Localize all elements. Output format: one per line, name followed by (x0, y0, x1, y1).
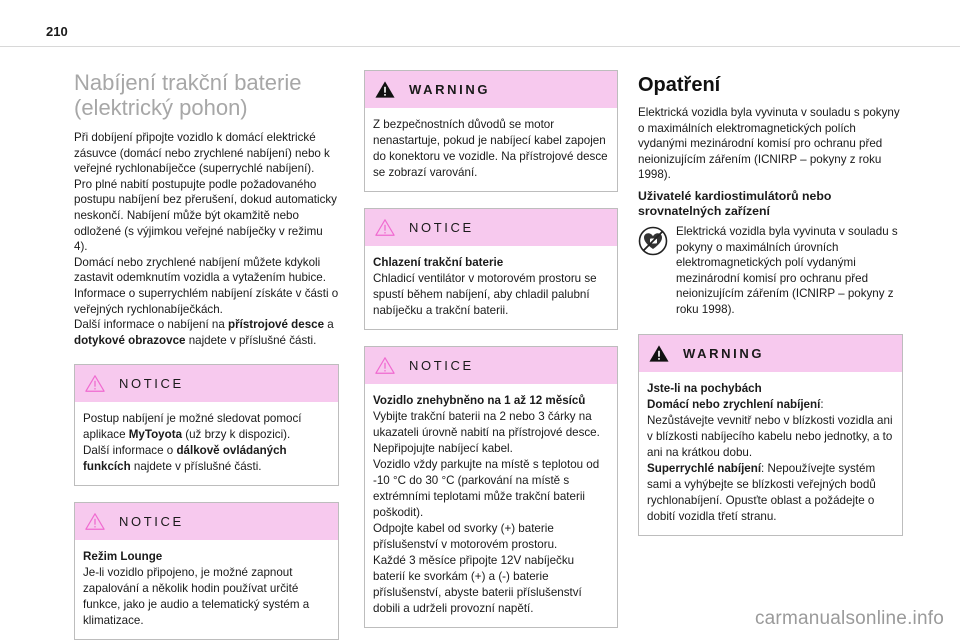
notice-label: NOTICE (119, 514, 184, 530)
column-left (74, 68, 339, 640)
notice-body (365, 246, 617, 329)
notice-header (365, 347, 617, 384)
warning-body: Z bezpečnostních důvodů se motor nenastartuje, pokud je nabíjecí kabel zapojen do konektoru ve vozidle. Na přístrojové desce se zobrazí varování. (373, 118, 608, 179)
notice-label: NOTICE (409, 358, 474, 373)
warning-header (365, 71, 617, 108)
notice-triangle-icon (375, 218, 395, 237)
paragraph-3: Domácí nebo zrychlené nabíjení můžete kdykoli zastavit odemknutím vozidla a vytažením hubice. (74, 255, 326, 285)
notice-body: Postup nabíjení je možné sledovat pomocí aplikace MyToyota (už brzy k dispozici). Další informace o dálkově ovládaných funkcích najdete v příslušné části. (83, 412, 302, 474)
warning-label: WARNING (683, 345, 765, 361)
paragraph-2: Pro plné nabití postupujte podle požadovaného postupu nabíjení bez přerušení, dokud automaticky neskončí. Nabíjení může být okamžitě nebo odložené (s výjimkou veřejné nabíječky v režimu 4). (74, 177, 337, 254)
page-number: 210 (46, 24, 68, 39)
precautions-intro: Elektrická vozidla byla vyvinuta v souladu s pokyny o maximálních elektromagnetických polích vydanými mezinárodní komisí pro ochranu před neionizujícím zářením (ICNIRP – pokyny z roku 1998). (638, 106, 900, 182)
pacemaker-icon (638, 226, 668, 256)
notice-text: Je-li vozidlo připojeno, je možné zapnout zapalování a několik hodin používat určité funkce, jako je audio a telematický systém a klimatizace. (83, 566, 310, 628)
notice-header (75, 365, 338, 402)
notice-body (75, 540, 338, 639)
notice-line-2: Nepřipojujte nabíjecí kabel. (373, 442, 513, 455)
notice-triangle-icon (85, 512, 105, 531)
notice-heading: Chlazení trakční baterie (373, 256, 504, 269)
notice-line-1: Vybijte trakční baterii na 2 nebo 3 čárky na ukazateli úrovně nabití na přístrojové desce. (373, 410, 600, 439)
warning-heading: Jste-li na pochybách (647, 381, 762, 395)
precautions-title: Opatření (638, 74, 721, 96)
warning-subheading-home: Domácí nebo zrychlení nabíjení (647, 397, 821, 411)
warning-text-home: Nezůstávejte vevnitř nebo v blízkosti vozidla ani v blízkosti nabíjecího kabelu nebo jednotky, a to ani na krátkou dobu. (647, 413, 893, 459)
notice-line-5: Každé 3 měsíce připojte 12V nabíječku baterií ke svorkám (+) a (-) baterie příslušenství, abyste baterii příslušenství dobili a udrželi provozní napětí. (373, 554, 582, 615)
bold-touchscreen: dotykové obrazovce (74, 333, 186, 347)
warning-triangle-icon (649, 344, 669, 363)
bold-remote-functions: dálkově ovládaných funkcích (83, 444, 287, 474)
pacemaker-text: Elektrická vozidla byla vyvinuta v souladu s pokyny o maximálních úrovních elektromagnetických polí vydanými mezinárodní komisí pro ochranu před neionizujícím zářením (ICNIRP – pokyny z roku 1998). (676, 224, 898, 316)
notice-heading: Režim Lounge (83, 550, 163, 564)
notice-label: NOTICE (119, 376, 184, 392)
warning-header (639, 335, 902, 372)
notice-header (365, 209, 617, 246)
notice-body (365, 384, 617, 627)
bold-instrument-panel: přístrojové desce (228, 318, 325, 332)
warning-body: Jste-li na pochybách Domácí nebo zrychlení nabíjení: Nezůstávejte vevnitř nebo v blízkosti vozidla ani v blízkosti nabíjecího kabelu nebo jednotky, a to ani na krátkou dobu. Superrychlé nabíjení: Nepoužívejte systém sami a vyhýbejte se blízkosti veřejných bodů rychlonabíjení. Opusťte oblast a požádejte o dobití vozidla třetí stranu. (647, 381, 893, 523)
notice-header (75, 503, 338, 540)
notice-box-immobilised (364, 346, 618, 628)
notice-heading: Vozidlo znehybněno na 1 až 12 měsíců (373, 394, 586, 407)
bold-mytoyota: MyToyota (128, 428, 183, 442)
column-middle (364, 70, 618, 640)
pacemaker-block (638, 224, 903, 318)
watermark: carmanualsonline.info (754, 608, 944, 629)
paragraph-1: Při dobíjení připojte vozidlo k domácí elektrické zásuvce (domácí nebo zrychlené nabíjení) nebo k veřejné rychlonabíječce (superrychlé nabíjení). (74, 131, 330, 176)
notice-box-app (74, 364, 339, 486)
section-title: Nabíjení trakční baterie (elektrický pohon) (74, 70, 302, 120)
header-rule (0, 46, 960, 47)
paragraph-5: Další informace o nabíjení na přístrojové desce a dotykové obrazovce najdete v příslušné části. (74, 318, 334, 347)
notice-box-lounge (74, 502, 339, 640)
warning-text-super: : Nepoužívejte systém sami a vyhýbejte se blízkosti veřejných bodů rychlonabíjení. Opusťte oblast a požádejte o dobití vozidla třetí stranu. (647, 461, 876, 523)
notice-label: NOTICE (409, 220, 474, 235)
warning-box-start (364, 70, 618, 192)
notice-text: Chladicí ventilátor v motorovém prostoru se spustí během nabíjení, aby chladil palubní nabíječku a trakční baterii. (373, 272, 597, 317)
warning-box-doubt (638, 334, 903, 536)
pacemaker-subheading: Uživatelé kardiostimulátorů nebo srovnatelných zařízení (638, 188, 832, 219)
column-right (638, 68, 903, 552)
notice-triangle-icon (375, 356, 395, 375)
warning-subheading-super: Superrychlé nabíjení (647, 461, 762, 475)
notice-triangle-icon (85, 374, 105, 393)
paragraph-4: Informace o superrychlém nabíjení získáte v části o veřejných rychlonabíječkách. (74, 286, 339, 316)
notice-line-4: Odpojte kabel od svorky (+) baterie příslušenství v motorovém prostoru. (373, 522, 558, 551)
warning-triangle-icon (375, 80, 395, 99)
warning-label: WARNING (409, 82, 491, 97)
notice-box-cooling (364, 208, 618, 330)
intro-text (74, 130, 339, 348)
notice-line-3: Vozidlo vždy parkujte na místě s teplotou od -10 °C do 30 °C (parkování na místě s extrémními teplotami může trakční baterii poškodit). (373, 458, 600, 519)
